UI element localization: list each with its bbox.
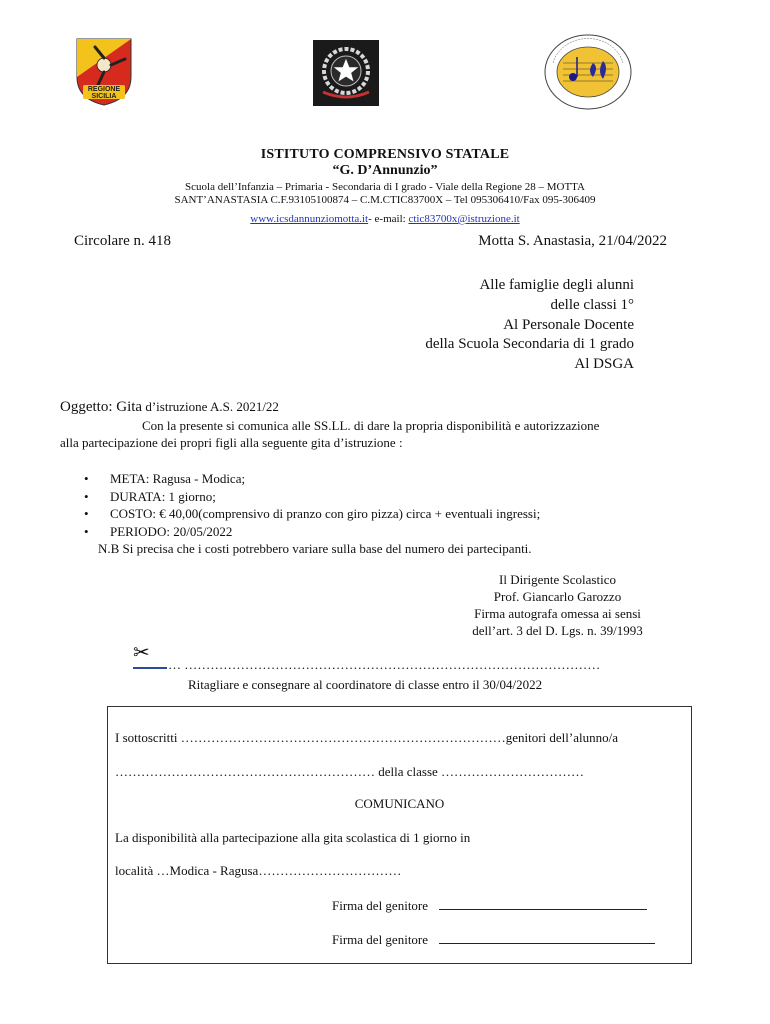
school-address-line-1: Scuola dell’Infanzia – Primaria - Secondaria di I grado - Viale della Regione 28 – MOTTA [185, 181, 585, 193]
regione-sicilia-logo [75, 37, 133, 107]
list-item: • META: Ragusa - Modica; [84, 470, 540, 488]
email-link[interactable]: ctic83700x@istruzione.it [408, 213, 520, 225]
signature-name: Prof. Giancarlo Garozzo [493, 589, 622, 604]
trip-details-list [84, 470, 540, 540]
signature-note-1: Firma autografa omessa ai sensi [474, 606, 641, 621]
signature-note-2: dell’art. 3 del D. Lgs. n. 39/1993 [472, 623, 643, 638]
cut-instruction: Ritagliare e consegnare al coordinatore di classe entro il 30/04/2022 [188, 677, 543, 692]
recipient-1: Alle famiglie degli alunni [479, 277, 634, 293]
school-name: “G. D’Annunzio” [332, 163, 438, 178]
region-logo-text-2: SICILIA [91, 93, 117, 100]
form-heading: COMUNICANO [354, 796, 445, 811]
parent-signature-label-1: Firma del genitore [332, 898, 429, 913]
intro-line-1: Con la presente si comunica alle SS.LL. di dare la propria disponibilità e autorizzazione [142, 418, 600, 433]
place-date: Motta S. Anastasia, 21/04/2022 [478, 233, 667, 249]
form-line-4: località …Modica - Ragusa…………………………… [115, 863, 402, 878]
list-item: • COSTO: € 40,00(comprensivo di pranzo con giro pizza) circa + eventuali ingressi; [84, 505, 540, 523]
parent-signature-label-2: Firma del genitore [332, 932, 429, 947]
cut-dots: … …………………………………………………………………………………… [168, 657, 601, 672]
authorization-form [107, 706, 692, 964]
signature-block [440, 571, 675, 639]
scissors-icon: ✂ [133, 642, 150, 664]
recipient-2: delle classi 1° [550, 297, 634, 313]
school-logo [543, 33, 633, 111]
subject-line [60, 398, 279, 416]
circolare-number: Circolare n. 418 [74, 233, 172, 249]
list-item: • PERIODO: 20/05/2022 [84, 523, 540, 541]
form-line-1: I sottoscritti …………………………………………………………………genitori dell’alunno/a [115, 730, 618, 745]
form-line-2: …………………………………………………… della classe …………………………… [115, 764, 585, 779]
intro-line-2: alla partecipazione dei propri figli alla seguente gita d’istruzione : [60, 435, 403, 450]
parent-signature-2 [332, 931, 655, 948]
region-logo-text-1: REGIONE [87, 86, 121, 93]
recipient-4: della Scuola Secondaria di 1 grado [425, 336, 634, 352]
parent-signature-field-2[interactable] [439, 931, 655, 944]
recipient-3: Al Personale Docente [503, 317, 634, 333]
parent-signature-field-1[interactable] [439, 897, 647, 910]
subject-label: Oggetto: Gita [60, 399, 143, 415]
repubblica-italiana-emblem [313, 40, 379, 106]
school-type-title: ISTITUTO COMPRENSIVO STATALE [260, 147, 510, 162]
website-link[interactable]: www.icsdannunziomotta.it [250, 213, 369, 225]
contact-line [0, 213, 770, 225]
recipient-5: Al DSGA [574, 356, 634, 372]
school-address-line-2: SANT’ANASTASIA C.F.93105100874 – C.M.CTIC83700X – Tel 095306410/Fax 095-306409 [174, 194, 596, 206]
form-line-3: La disponibilità alla partecipazione alla gita scolastica di 1 giorno in [115, 830, 471, 845]
parent-signature-1 [332, 897, 647, 914]
cut-mark [133, 667, 167, 669]
email-prefix: - e-mail: [368, 213, 409, 225]
subject-text: d’istruzione A.S. 2021/22 [142, 399, 279, 414]
cost-note: N.B Si precisa che i costi potrebbero variare sulla base del numero dei partecipanti. [98, 541, 532, 556]
list-item: • DURATA: 1 giorno; [84, 488, 540, 506]
signature-role: Il Dirigente Scolastico [499, 572, 616, 587]
